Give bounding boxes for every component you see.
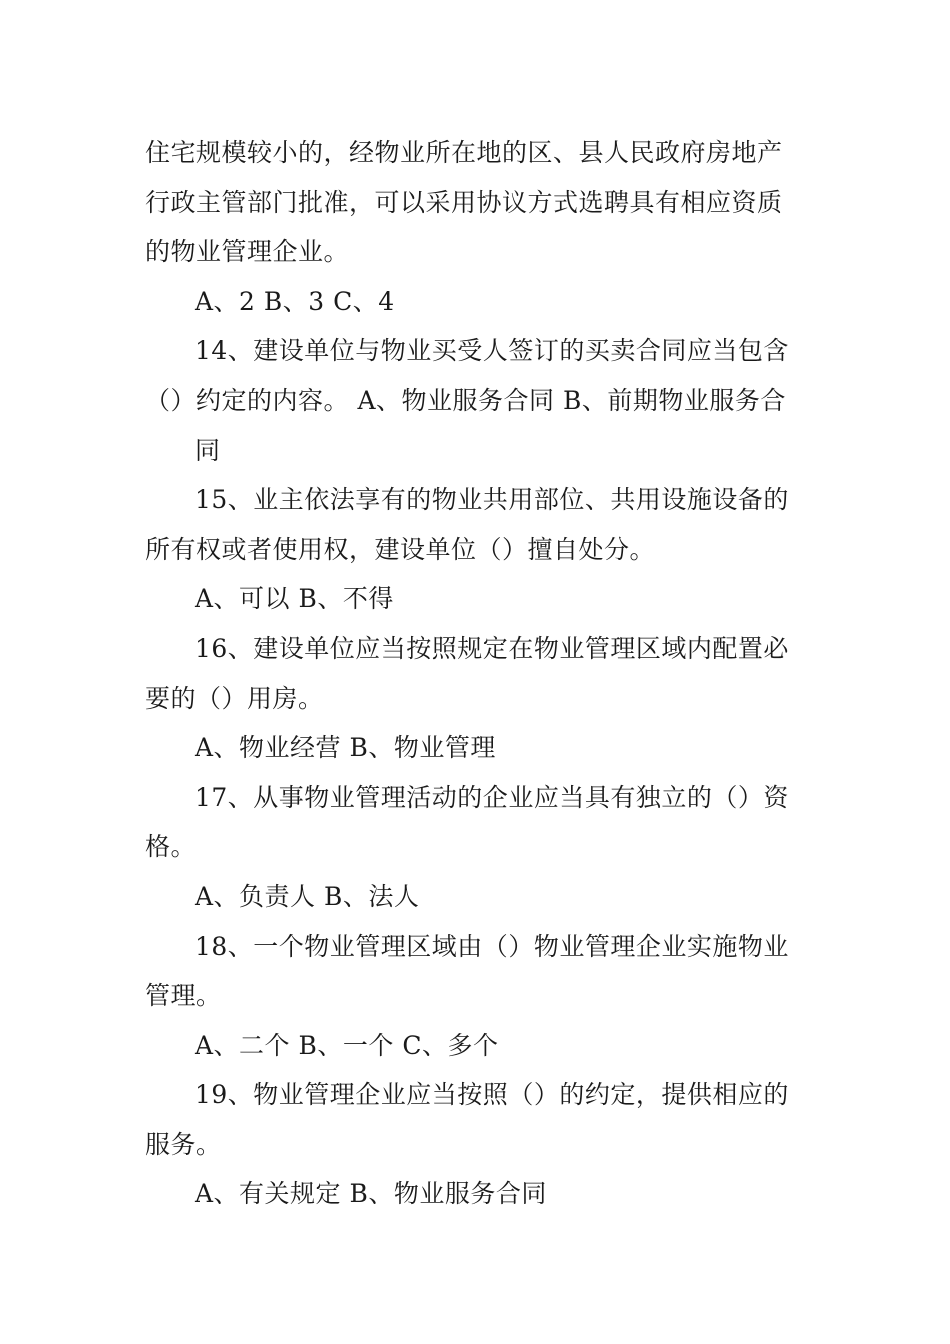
answer-options-15: A、可以 B、不得 (195, 584, 394, 614)
question-18: 18、一个物业管理区域由（）物业管理企业实施物业管理。 (145, 931, 789, 1011)
question-14: 14、建设单位与物业买受人签订的买卖合同应当包含 (195, 336, 789, 366)
question-15: 15、业主依法享有的物业共用部位、共用设施设备的所有权或者使用权，建设单位（）擅自处分。 (145, 485, 789, 564)
document-body (145, 128, 795, 1219)
question-14-continued: （）约定的内容。 A、物业服务合同 B、前期物业服务合 (145, 385, 786, 415)
paragraph-continuation: 住宅规模较小的，经物业所在地的区、县人民政府房地产行政主管部门批准，可以采用协议方式选聘具有相应资质的物业管理企业。 (145, 138, 783, 267)
question-16: 16、建设单位应当按照规定在物业管理区域内配置必要的（）用房。 (145, 633, 789, 713)
answer-options-17: A、负责人 B、法人 (195, 881, 420, 911)
question-17: 17、从事物业管理活动的企业应当具有独立的（）资格。 (145, 782, 789, 862)
question-19: 19、物业管理企业应当按照（）的约定，提供相应的服务。 (145, 1080, 789, 1159)
question-14-option-tail: 同 (195, 435, 221, 465)
answer-options-18: A、二个 B、一个 C、多个 (195, 1030, 499, 1060)
answer-options-19: A、有关规定 B、物业服务合同 (195, 1179, 547, 1209)
answer-options-16: A、物业经营 B、物业管理 (195, 733, 496, 763)
answer-options-13: A、2 B、3 C、4 (195, 286, 395, 316)
